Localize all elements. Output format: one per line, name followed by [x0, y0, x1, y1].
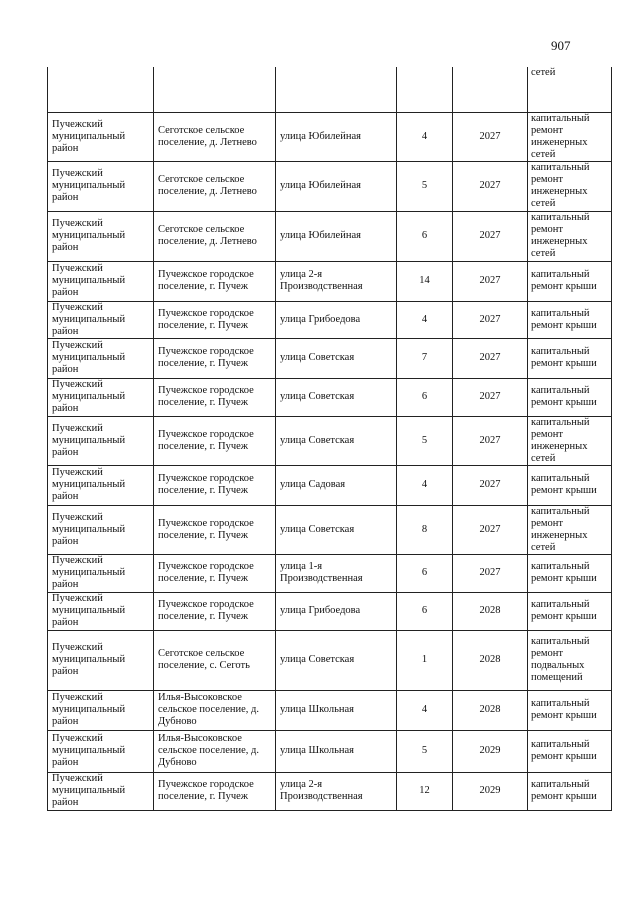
- district-cell: Пучежский муниципальный район: [48, 730, 154, 772]
- year-cell: 2027: [453, 505, 528, 554]
- district-cell: Пучежский муниципальный район: [48, 211, 154, 261]
- table-row: [48, 630, 612, 690]
- table-row: [48, 772, 612, 810]
- year-cell: 2028: [453, 690, 528, 730]
- work-cell: сетей: [528, 67, 612, 112]
- house-cell: 6: [397, 211, 453, 261]
- street-cell: улица Грибоедова: [276, 301, 397, 338]
- street-cell: улица Садовая: [276, 465, 397, 505]
- settlement-cell: Пучежское городское поселение, г. Пучеж: [154, 301, 276, 338]
- district-cell: Пучежский муниципальный район: [48, 338, 154, 378]
- year-cell: 2027: [453, 112, 528, 161]
- settlement-cell: Пучежское городское поселение, г. Пучеж: [154, 505, 276, 554]
- page-number: 907: [551, 38, 571, 53]
- table-row-continued: [48, 67, 612, 112]
- work-cell: капитальный ремонт подвальных помещений: [528, 630, 612, 690]
- street-cell: улица Советская: [276, 338, 397, 378]
- street-cell: улица Советская: [276, 630, 397, 690]
- table-row: [48, 378, 612, 416]
- street-cell: улица Школьная: [276, 690, 397, 730]
- district-cell: Пучежский муниципальный район: [48, 772, 154, 810]
- work-cell: капитальный ремонт крыши: [528, 772, 612, 810]
- year-cell: 2027: [453, 301, 528, 338]
- work-cell: капитальный ремонт инженерных сетей: [528, 161, 612, 211]
- district-cell: Пучежский муниципальный район: [48, 690, 154, 730]
- work-cell: капитальный ремонт крыши: [528, 338, 612, 378]
- house-cell: 14: [397, 261, 453, 301]
- district-cell: Пучежский муниципальный район: [48, 301, 154, 338]
- work-cell: капитальный ремонт крыши: [528, 378, 612, 416]
- work-cell: капитальный ремонт крыши: [528, 554, 612, 592]
- settlement-cell: Пучежское городское поселение, г. Пучеж: [154, 338, 276, 378]
- house-cell: 4: [397, 112, 453, 161]
- house-cell: 4: [397, 465, 453, 505]
- table-row: [48, 690, 612, 730]
- street-cell: улица Советская: [276, 378, 397, 416]
- house-cell: 4: [397, 301, 453, 338]
- district-cell: Пучежский муниципальный район: [48, 505, 154, 554]
- year-cell: 2028: [453, 592, 528, 630]
- street-cell: улица Советская: [276, 505, 397, 554]
- district-cell: Пучежский муниципальный район: [48, 161, 154, 211]
- street-cell: улица 2-я Производственная: [276, 261, 397, 301]
- settlement-cell: Пучежское городское поселение, г. Пучеж: [154, 772, 276, 810]
- district-cell: Пучежский муниципальный район: [48, 112, 154, 161]
- street-cell: улица Грибоедова: [276, 592, 397, 630]
- table-row: [48, 416, 612, 465]
- work-cell: капитальный ремонт инженерных сетей: [528, 112, 612, 161]
- settlement-cell: Сеготское сельское поселение, д. Летнево: [154, 211, 276, 261]
- year-cell: 2027: [453, 161, 528, 211]
- settlement-cell: Пучежское городское поселение, г. Пучеж: [154, 416, 276, 465]
- year-cell: 2027: [453, 211, 528, 261]
- settlement-cell: Сеготское сельское поселение, с. Сеготь: [154, 630, 276, 690]
- year-cell: 2029: [453, 730, 528, 772]
- district-cell: Пучежский муниципальный район: [48, 378, 154, 416]
- street-cell: улица Юбилейная: [276, 161, 397, 211]
- street-cell: улица Советская: [276, 416, 397, 465]
- table-row: [48, 211, 612, 261]
- district-cell: Пучежский муниципальный район: [48, 416, 154, 465]
- house-cell: 6: [397, 592, 453, 630]
- year-cell: 2027: [453, 554, 528, 592]
- settlement-cell: Сеготское сельское поселение, д. Летнево: [154, 161, 276, 211]
- year-cell: 2027: [453, 338, 528, 378]
- work-cell: капитальный ремонт крыши: [528, 465, 612, 505]
- house-cell: 6: [397, 378, 453, 416]
- year-cell: 2027: [453, 378, 528, 416]
- settlement-cell: Илья-Высоковское сельское поселение, д. Дубново: [154, 690, 276, 730]
- housing-repair-table: [47, 67, 612, 811]
- house-cell: 7: [397, 338, 453, 378]
- settlement-cell: Пучежское городское поселение, г. Пучеж: [154, 378, 276, 416]
- work-cell: капитальный ремонт крыши: [528, 730, 612, 772]
- street-cell: улица Юбилейная: [276, 211, 397, 261]
- work-cell: капитальный ремонт крыши: [528, 592, 612, 630]
- work-cell: капитальный ремонт крыши: [528, 690, 612, 730]
- house-cell: 5: [397, 730, 453, 772]
- table-row: [48, 338, 612, 378]
- year-cell: 2027: [453, 465, 528, 505]
- year-cell: 2027: [453, 261, 528, 301]
- district-cell: Пучежский муниципальный район: [48, 465, 154, 505]
- house-cell: 1: [397, 630, 453, 690]
- settlement-cell: Пучежское городское поселение, г. Пучеж: [154, 592, 276, 630]
- year-cell: 2029: [453, 772, 528, 810]
- table-row: [48, 730, 612, 772]
- house-cell: 8: [397, 505, 453, 554]
- work-cell: капитальный ремонт крыши: [528, 261, 612, 301]
- work-cell: капитальный ремонт инженерных сетей: [528, 211, 612, 261]
- street-cell: улица 2-я Производственная: [276, 772, 397, 810]
- house-cell: 5: [397, 416, 453, 465]
- work-cell: капитальный ремонт инженерных сетей: [528, 416, 612, 465]
- table-row: [48, 505, 612, 554]
- table-row: [48, 301, 612, 338]
- table-row: [48, 261, 612, 301]
- settlement-cell: Сеготское сельское поселение, д. Летнево: [154, 112, 276, 161]
- street-cell: улица Юбилейная: [276, 112, 397, 161]
- house-cell: 12: [397, 772, 453, 810]
- settlement-cell: Илья-Высоковское сельское поселение, д. Дубново: [154, 730, 276, 772]
- table-row: [48, 465, 612, 505]
- settlement-cell: Пучежское городское поселение, г. Пучеж: [154, 261, 276, 301]
- year-cell: 2027: [453, 416, 528, 465]
- year-cell: 2028: [453, 630, 528, 690]
- house-cell: 4: [397, 690, 453, 730]
- district-cell: Пучежский муниципальный район: [48, 554, 154, 592]
- table-row: [48, 161, 612, 211]
- street-cell: улица Школьная: [276, 730, 397, 772]
- table-row: [48, 112, 612, 161]
- table-row: [48, 592, 612, 630]
- work-cell: капитальный ремонт крыши: [528, 301, 612, 338]
- street-cell: улица 1-я Производственная: [276, 554, 397, 592]
- district-cell: Пучежский муниципальный район: [48, 630, 154, 690]
- work-cell: капитальный ремонт инженерных сетей: [528, 505, 612, 554]
- district-cell: Пучежский муниципальный район: [48, 261, 154, 301]
- table-row: [48, 554, 612, 592]
- settlement-cell: Пучежское городское поселение, г. Пучеж: [154, 554, 276, 592]
- house-cell: 6: [397, 554, 453, 592]
- district-cell: Пучежский муниципальный район: [48, 592, 154, 630]
- settlement-cell: Пучежское городское поселение, г. Пучеж: [154, 465, 276, 505]
- house-cell: 5: [397, 161, 453, 211]
